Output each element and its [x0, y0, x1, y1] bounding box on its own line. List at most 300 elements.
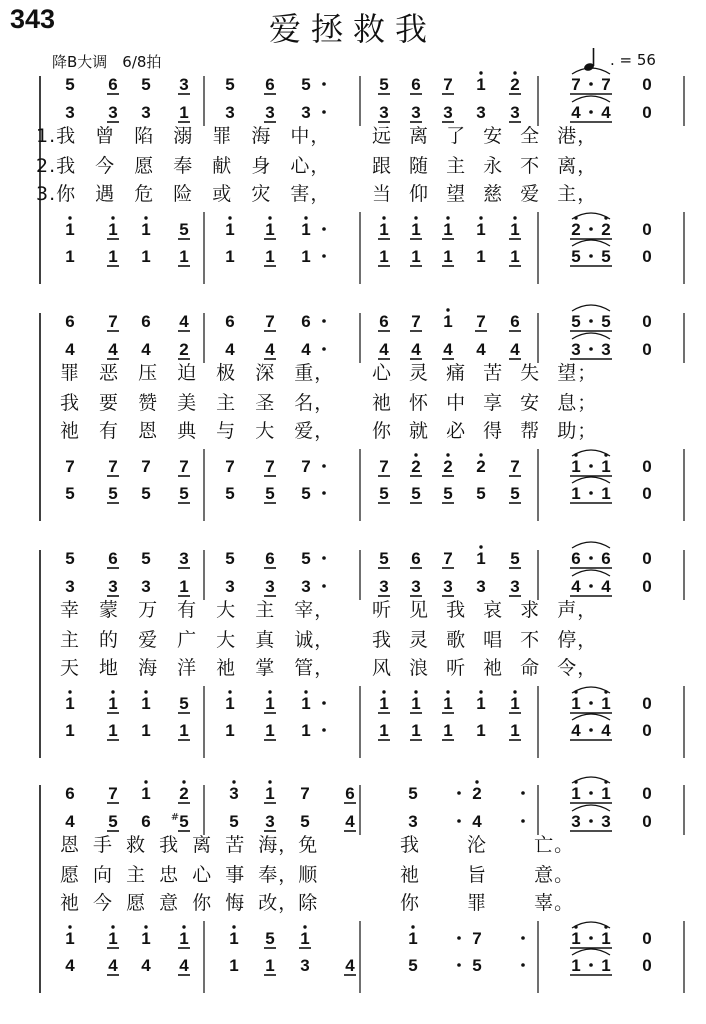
note-digit: 4 — [179, 956, 189, 975]
hymn-number: 343 — [10, 4, 56, 34]
note — [301, 312, 326, 331]
tie-arc — [572, 305, 610, 311]
note-digit: 1 — [300, 929, 310, 948]
verse-number: 2. — [36, 155, 57, 177]
octave-dot — [479, 690, 482, 693]
note-digit: 1 — [411, 694, 421, 713]
note — [301, 457, 326, 476]
note-digit: 7 — [108, 457, 118, 476]
note-digit: 5 — [225, 549, 235, 568]
note — [509, 549, 521, 568]
note — [476, 71, 485, 94]
note — [65, 103, 74, 122]
note-digit: 5 — [65, 484, 75, 503]
octave-dot — [446, 216, 449, 219]
rest-zero — [642, 312, 651, 331]
note — [141, 312, 150, 331]
note-digit: 1 — [65, 247, 75, 266]
note-digit: 6 — [265, 75, 275, 94]
duration-dot — [457, 819, 461, 823]
note-digit: 6 — [601, 549, 611, 568]
note-digit: 6 — [108, 75, 118, 94]
note — [442, 453, 454, 476]
note-digit: 3 — [265, 577, 275, 596]
note-digit: 4 — [510, 340, 520, 359]
rest-zero — [642, 103, 651, 122]
lyric-phrase-2: 听 见 我 哀 求 声， — [372, 599, 598, 621]
lyric-line — [60, 416, 700, 443]
duration-dot — [589, 936, 593, 940]
duration-dot — [322, 227, 326, 231]
note-digit: 5 — [408, 956, 418, 975]
note — [65, 690, 74, 713]
note — [178, 694, 190, 713]
note — [442, 549, 454, 568]
note — [65, 75, 74, 94]
note — [107, 312, 119, 331]
note — [264, 956, 276, 975]
note-digit: 3 — [571, 812, 581, 831]
tied-note — [570, 333, 612, 359]
note — [301, 75, 326, 94]
tied-note — [570, 240, 612, 266]
note-digit: 5 — [225, 75, 235, 94]
note — [178, 780, 190, 803]
note — [107, 103, 119, 122]
note — [410, 103, 422, 122]
note-digit: 7 — [300, 784, 310, 803]
note-digit: 3 — [300, 956, 310, 975]
octave-dot — [479, 453, 482, 456]
note-digit: 1 — [571, 457, 581, 476]
note-digit: 1 — [601, 694, 611, 713]
note-digit: 5 — [408, 784, 418, 803]
note — [264, 549, 276, 568]
octave-dot — [479, 545, 482, 548]
note-digit: 0 — [642, 784, 652, 803]
note-digit: 2 — [571, 220, 581, 239]
octave-dot — [144, 780, 147, 783]
note — [178, 577, 190, 596]
note-digit: 1 — [108, 220, 118, 239]
note-digit: 1 — [601, 457, 611, 476]
note-digit: 1 — [265, 721, 275, 740]
duration-dot — [521, 791, 525, 795]
octave-dot — [446, 453, 449, 456]
note — [442, 577, 454, 596]
note-digit: 7 — [379, 457, 389, 476]
duration-dot — [589, 819, 593, 823]
note-digit: 6 — [411, 549, 421, 568]
note — [509, 216, 521, 239]
lyric-phrase-2: 我 沦 亡。 — [400, 834, 575, 856]
note-digit: 5 — [476, 484, 486, 503]
note — [442, 247, 454, 266]
note-digit: 3 — [510, 103, 520, 122]
note-digit: 3 — [65, 577, 75, 596]
lyric-phrase-2: 跟 随 主 永 不 离， — [372, 155, 598, 177]
octave-dot — [475, 780, 478, 783]
note-digit: 4 — [141, 340, 151, 359]
note-digit: 3 — [601, 812, 611, 831]
rest-zero — [642, 577, 651, 596]
tied-note — [570, 922, 612, 948]
note-digit: 3 — [476, 577, 486, 596]
duration-dot — [589, 728, 593, 732]
note-digit: 4 — [65, 812, 75, 831]
note-digit: 4 — [379, 340, 389, 359]
note — [225, 690, 234, 713]
tied-note — [570, 714, 612, 740]
note-digit: 5 — [265, 929, 275, 948]
note-digit: 1 — [225, 220, 235, 239]
note-digit: 1 — [476, 75, 486, 94]
note — [408, 925, 417, 948]
note — [178, 457, 190, 476]
octave-dot — [268, 216, 271, 219]
note — [264, 457, 276, 476]
note — [378, 103, 390, 122]
octave-dot — [228, 216, 231, 219]
note-digit: 6 — [571, 549, 581, 568]
note-digit: 1 — [443, 247, 453, 266]
note — [300, 784, 309, 803]
note-digit: 5 — [141, 484, 151, 503]
note-digit: 5 — [571, 312, 581, 331]
note — [378, 312, 390, 331]
note — [476, 453, 485, 476]
duration-dot — [322, 347, 326, 351]
note — [225, 340, 235, 359]
note — [229, 780, 238, 803]
note — [264, 929, 276, 948]
note-digit: 6 — [65, 784, 75, 803]
note-digit: 4 — [225, 340, 235, 359]
tied-note — [570, 450, 612, 476]
note-digit: 4 — [601, 103, 611, 122]
note-digit: 1 — [65, 929, 75, 948]
note — [264, 312, 276, 331]
lyric-phrase-2: 风 浪 听 祂 命 令， — [372, 657, 598, 679]
rest-zero — [642, 721, 651, 740]
note-digit: 0 — [642, 312, 652, 331]
note-digit: 6 — [301, 312, 311, 331]
note-digit: 1 — [411, 721, 421, 740]
note — [141, 75, 150, 94]
note — [509, 457, 521, 476]
note — [178, 103, 190, 122]
note — [225, 312, 234, 331]
note — [476, 103, 485, 122]
note — [141, 925, 150, 948]
note-digit: 0 — [642, 694, 652, 713]
note — [301, 690, 326, 713]
note — [301, 721, 326, 740]
note-digit: 1 — [571, 694, 581, 713]
note — [472, 812, 482, 831]
note-digit: 0 — [642, 75, 652, 94]
note — [264, 484, 276, 503]
note — [225, 75, 234, 94]
note-digit: 5 — [472, 956, 482, 975]
note-digit: 3 — [411, 577, 421, 596]
lyric-phrase-2: 你 就 必 得 帮 助； — [372, 420, 598, 442]
lyric-phrase-2: 当 仰 望 慈 爱 主， — [372, 183, 598, 205]
octave-dot — [513, 71, 516, 74]
note-digit: 1 — [571, 929, 581, 948]
note — [264, 103, 276, 122]
note-digit: 1 — [510, 721, 520, 740]
duration-dot — [589, 82, 593, 86]
note-digit: 1 — [571, 784, 581, 803]
note-digit: 6 — [379, 312, 389, 331]
sharp-sign: # — [170, 812, 180, 823]
tied-note — [570, 213, 612, 239]
note-digit: 3 — [443, 577, 453, 596]
note — [457, 791, 461, 795]
tie-arc — [572, 570, 610, 576]
lyric-line — [60, 830, 700, 857]
note-digit: 4 — [108, 956, 118, 975]
tie-arc — [572, 68, 610, 74]
note-digit: 2 — [472, 784, 482, 803]
lyric-phrase-1: 恩 手 救 我 离 苦 海，免 — [60, 834, 319, 856]
note — [476, 721, 485, 740]
note — [65, 549, 74, 568]
note-digit: 1 — [108, 929, 118, 948]
note — [65, 721, 74, 740]
tied-note — [570, 805, 612, 831]
note — [509, 312, 521, 331]
note — [475, 312, 487, 331]
note-digit: 1 — [571, 484, 581, 503]
rest-zero — [642, 929, 651, 948]
note — [476, 545, 485, 568]
note-digit: 1 — [225, 694, 235, 713]
note-digit: 1 — [443, 694, 453, 713]
note-digit: 5 — [379, 75, 389, 94]
tie-arc — [572, 450, 610, 456]
lyric-line — [60, 653, 700, 680]
note — [107, 340, 119, 359]
note — [65, 312, 74, 331]
octave-dot — [111, 690, 114, 693]
note-digit: 4 — [601, 721, 611, 740]
duration-dot — [457, 936, 461, 940]
note — [378, 549, 390, 568]
note-digit: 1 — [510, 247, 520, 266]
rest-zero — [642, 784, 651, 803]
duration-dot — [322, 110, 326, 114]
note-digit: 6 — [411, 75, 421, 94]
note — [141, 247, 150, 266]
note-digit: 5 — [301, 75, 311, 94]
lyric-phrase-2: 祂 怀 中 享 安 息； — [372, 392, 598, 414]
lyric-phrase-1: 祂 有 恩 典 与 大 爱， — [60, 420, 335, 442]
note-digit: 6 — [225, 312, 235, 331]
note-digit: 1 — [265, 694, 275, 713]
duration-dot — [322, 491, 326, 495]
note-digit: 3 — [179, 75, 189, 94]
tie-arc — [572, 777, 610, 783]
note-digit: 7 — [411, 312, 421, 331]
note — [225, 247, 234, 266]
note — [107, 216, 119, 239]
note — [225, 721, 234, 740]
note-digit: 5 — [379, 484, 389, 503]
note — [225, 577, 234, 596]
tie-arc — [572, 687, 610, 693]
note-digit: 6 — [345, 784, 355, 803]
note — [141, 103, 150, 122]
note — [65, 457, 74, 476]
duration-dot — [589, 491, 593, 495]
note-digit: 0 — [642, 577, 652, 596]
octave-dot — [228, 690, 231, 693]
note-digit: 0 — [642, 103, 652, 122]
note — [472, 780, 481, 803]
note — [509, 71, 521, 94]
note — [442, 75, 454, 94]
note — [178, 340, 190, 359]
note-digit: 3 — [225, 577, 235, 596]
note-digit: 3 — [510, 577, 520, 596]
note — [378, 484, 390, 503]
note-digit: 5 — [65, 549, 75, 568]
note — [442, 103, 454, 122]
note — [378, 340, 390, 359]
tied-note — [570, 542, 612, 568]
lyric-phrase-1: 主 的 爱 广 大 真 诚， — [60, 629, 335, 651]
duration-dot — [322, 82, 326, 86]
tempo-marking: . = 56 — [610, 51, 656, 69]
note — [509, 340, 521, 359]
octave-dot — [382, 690, 385, 693]
note-digit: 7 — [65, 457, 75, 476]
note-digit: 7 — [108, 312, 118, 331]
note — [264, 690, 276, 713]
note — [457, 936, 461, 940]
note — [442, 721, 454, 740]
verse-number: 1. — [36, 125, 57, 147]
note — [476, 216, 485, 239]
note — [443, 308, 452, 331]
note-digit: 1 — [179, 247, 189, 266]
note-digit: 0 — [642, 457, 652, 476]
octave-dot — [446, 308, 449, 311]
note-digit: 5 — [510, 549, 520, 568]
tied-note — [570, 777, 612, 803]
lyric-phrase-1: 罪 恶 压 迫 极 深 重， — [60, 362, 335, 384]
note-digit: 1 — [379, 694, 389, 713]
note — [225, 103, 234, 122]
note-digit: 7 — [443, 549, 453, 568]
note — [301, 549, 326, 568]
note-digit: 5 — [65, 75, 75, 94]
note — [476, 690, 485, 713]
lyric-line — [60, 888, 700, 915]
note-digit: 5 — [141, 75, 151, 94]
note — [442, 340, 454, 359]
note-digit: 3 — [265, 812, 275, 831]
note — [225, 216, 234, 239]
note-digit: 4 — [345, 812, 355, 831]
note-digit: 1 — [179, 103, 189, 122]
note-digit: 0 — [642, 484, 652, 503]
note-digit: 3 — [225, 103, 235, 122]
note-digit: 4 — [345, 956, 355, 975]
note — [521, 963, 525, 967]
note-digit: 6 — [65, 312, 75, 331]
note — [378, 75, 390, 94]
note-digit: 3 — [476, 103, 486, 122]
note-digit: 1 — [379, 220, 389, 239]
lyric-phrase-2: 远 离 了 安 全 港， — [372, 125, 598, 147]
note — [476, 247, 485, 266]
note-digit: 1 — [265, 220, 275, 239]
note-digit: 1 — [108, 721, 118, 740]
note-digit: 0 — [642, 721, 652, 740]
note-digit: 1 — [301, 721, 311, 740]
lyric-phrase-1: 幸 蒙 万 有 大 主 宰， — [60, 599, 335, 621]
note-digit: 6 — [510, 312, 520, 331]
note-digit: 3 — [411, 103, 421, 122]
tied-note — [570, 305, 612, 331]
tie-arc — [572, 240, 610, 246]
note-digit: 5 — [301, 549, 311, 568]
note — [107, 549, 119, 568]
note — [509, 247, 521, 266]
note — [141, 216, 150, 239]
note-digit: 7 — [510, 457, 520, 476]
lyric-line — [60, 595, 700, 622]
duration-dot — [322, 254, 326, 258]
note-digit: 5 — [179, 812, 189, 831]
octave-dot — [268, 780, 271, 783]
note-digit: 3 — [265, 103, 275, 122]
note-digit: 3 — [379, 577, 389, 596]
tie-arc — [572, 213, 610, 219]
note-digit: 7 — [476, 312, 486, 331]
octave-dot — [414, 453, 417, 456]
note-digit: 2 — [601, 220, 611, 239]
octave-dot — [68, 925, 71, 928]
note-digit: 5 — [141, 549, 151, 568]
duration-dot — [589, 791, 593, 795]
note-digit: 1 — [601, 484, 611, 503]
note-digit: 4 — [301, 340, 311, 359]
note-digit: 5 — [601, 312, 611, 331]
duration-dot — [322, 701, 326, 705]
octave-dot — [304, 216, 307, 219]
note-digit: 0 — [642, 956, 652, 975]
lyric-phrase-1: 你 遇 危 险 或 灾 害， — [56, 183, 331, 205]
note-digit: 0 — [642, 812, 652, 831]
note-digit: 7 — [108, 784, 118, 803]
duration-dot — [457, 963, 461, 967]
note — [107, 457, 119, 476]
note — [378, 216, 390, 239]
note-digit: 4 — [179, 312, 189, 331]
lyric-phrase-1: 祂 今 愿 意 你 悔 改，除 — [60, 892, 319, 914]
note — [299, 925, 311, 948]
note — [178, 484, 190, 503]
note — [65, 577, 74, 596]
note-digit: 3 — [301, 577, 311, 596]
note-digit: 5 — [265, 484, 275, 503]
rest-zero — [642, 812, 651, 831]
note-digit: 4 — [65, 340, 75, 359]
